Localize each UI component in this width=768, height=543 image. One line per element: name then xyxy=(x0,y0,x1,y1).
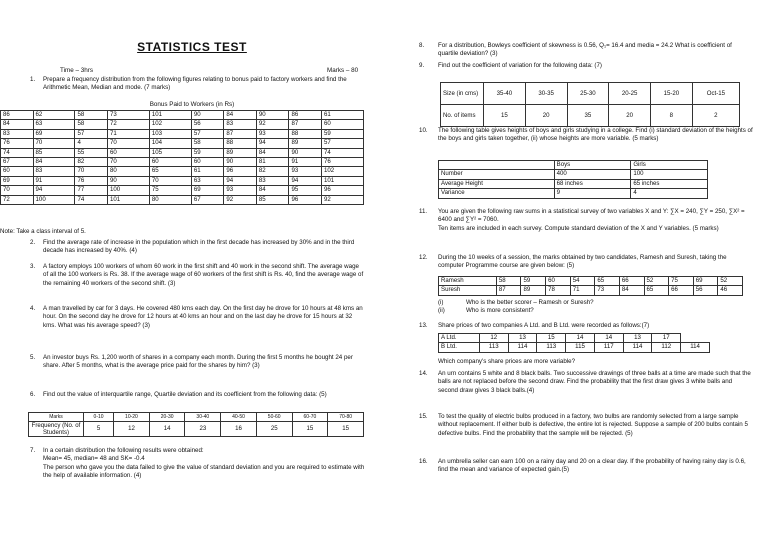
bonus-cell: 88 xyxy=(289,129,322,138)
header-cell: 15-20 xyxy=(651,83,693,105)
bonus-cell: 86 xyxy=(1,111,34,120)
bonus-cell: 58 xyxy=(191,139,224,148)
bonus-cell: 57 xyxy=(322,139,364,148)
table-header-row xyxy=(439,161,708,170)
bonus-cell: 58 xyxy=(75,120,108,129)
value-cell: 75 xyxy=(669,277,694,286)
bonus-cell: 96 xyxy=(289,195,322,204)
bonus-cell: 93 xyxy=(256,129,289,138)
value-cell: 113 xyxy=(479,343,508,352)
question-13: 13. Share prices of two companies A Ltd. and B Ltd. were recorded as follows:(7) xyxy=(419,322,650,329)
header-cell: Marks xyxy=(29,413,84,422)
value-cell: 15 xyxy=(292,422,328,437)
bonus-row xyxy=(1,111,364,120)
bonus-table-caption: Bonus Paid to Workers (in Rs) xyxy=(149,101,235,108)
bonus-cell: 74 xyxy=(75,195,108,204)
share-prices-table xyxy=(438,333,710,353)
bonus-cell: 102 xyxy=(149,120,191,129)
bonus-cell: 74 xyxy=(322,148,364,157)
value-cell: 13 xyxy=(508,334,537,343)
company-cell: A Ltd. xyxy=(439,334,480,343)
bonus-cell: 80 xyxy=(149,195,191,204)
bonus-cell: 70 xyxy=(75,167,108,176)
bonus-table xyxy=(0,110,364,205)
value-cell: 15 xyxy=(328,422,364,437)
bonus-cell: 83 xyxy=(256,176,289,185)
bonus-cell: 76 xyxy=(1,139,34,148)
bonus-cell: 72 xyxy=(108,120,150,129)
row-label-cell: Frequency (No. of Students) xyxy=(29,422,84,437)
value-cell: 56 xyxy=(693,286,718,295)
size-table xyxy=(440,82,740,127)
bonus-cell: 60 xyxy=(1,167,34,176)
question-7: 7. In a certain distribution the following results were obtained: Mean= 45, median= 48 and SK= -0.4 The person who gave you the data failed to give the value of standard deviation and you are required to estimate with the help of available information. (4) xyxy=(30,447,365,480)
header-cell xyxy=(439,161,555,170)
value-cell: 25 xyxy=(256,422,292,437)
bonus-cell: 74 xyxy=(1,148,34,157)
value-cell: 78 xyxy=(546,286,571,295)
bonus-cell: 103 xyxy=(149,129,191,138)
bonus-cell: 100 xyxy=(33,195,75,204)
value-cell: 35 xyxy=(567,105,609,127)
bonus-cell: 70 xyxy=(149,176,191,185)
header-cell: 20-25 xyxy=(609,83,651,105)
bonus-cell: 93 xyxy=(289,167,322,176)
bonus-cell: 76 xyxy=(75,176,108,185)
bonus-cell: 101 xyxy=(322,176,364,185)
header-cell: 50-60 xyxy=(256,413,292,422)
bonus-row xyxy=(1,129,364,138)
candidate-cell: Ramesh xyxy=(439,277,497,286)
value-cell: 114 xyxy=(623,343,652,352)
value-cell: 65 xyxy=(595,277,620,286)
bonus-cell: 84 xyxy=(224,111,257,120)
bonus-cell: 77 xyxy=(75,186,108,195)
bonus-cell: 73 xyxy=(108,111,150,120)
value-cell: 14 xyxy=(566,334,595,343)
value-cell: 58 xyxy=(496,277,521,286)
bonus-cell: 75 xyxy=(149,186,191,195)
bonus-cell: 91 xyxy=(33,176,75,185)
bonus-cell: 95 xyxy=(289,186,322,195)
question-12: 12. During the 10 weeks of a session, the marks obtained by two candidates, Ramesh and Suresh, taking the computer Programme course are given below: (5) xyxy=(419,254,727,270)
header-cell: Girls xyxy=(631,161,708,170)
value-cell: 52 xyxy=(644,277,669,286)
bonus-cell: 84 xyxy=(256,186,289,195)
table-header-row xyxy=(29,413,364,422)
bonus-cell: 90 xyxy=(108,176,150,185)
bonus-cell: 70 xyxy=(1,186,34,195)
question-1: 1. Prepare a frequency distribution from the following figures relating to bonus paid to factory workers and find the Arithmetic Mean, Median and mode. (7 marks) xyxy=(30,76,365,93)
bonus-cell: 61 xyxy=(191,167,224,176)
value-cell: Variance xyxy=(439,189,555,198)
bonus-cell: 89 xyxy=(224,148,257,157)
bonus-cell: 58 xyxy=(75,111,108,120)
header-cell: 10-20 xyxy=(114,413,150,422)
table-row xyxy=(439,179,708,188)
value-cell: 54 xyxy=(570,277,595,286)
value-cell: Average Height xyxy=(439,179,555,188)
bonus-cell: 94 xyxy=(256,139,289,148)
bonus-cell: 70 xyxy=(108,139,150,148)
bonus-cell: 72 xyxy=(1,195,34,204)
bonus-cell: 59 xyxy=(322,129,364,138)
value-cell: 71 xyxy=(570,286,595,295)
value-cell: 112 xyxy=(652,343,681,352)
value-cell: 15 xyxy=(537,334,566,343)
table-row xyxy=(439,343,710,352)
bonus-cell: 69 xyxy=(33,129,75,138)
bonus-cell: 96 xyxy=(224,167,257,176)
bonus-cell: 104 xyxy=(149,139,191,148)
bonus-cell: 70 xyxy=(33,139,75,148)
bonus-cell: 62 xyxy=(33,111,75,120)
value-cell: 20 xyxy=(609,105,651,127)
bonus-cell: 82 xyxy=(256,167,289,176)
bonus-cell: 81 xyxy=(256,158,289,167)
bonus-cell: 70 xyxy=(108,158,150,167)
value-cell: 66 xyxy=(619,277,644,286)
bonus-cell: 96 xyxy=(322,186,364,195)
bonus-cell: 71 xyxy=(108,129,150,138)
bonus-cell: 84 xyxy=(1,120,34,129)
value-cell: 400 xyxy=(554,170,631,179)
bonus-cell: 60 xyxy=(322,120,364,129)
bonus-row xyxy=(1,195,364,204)
question-8: 8. For a distribution, Bowleys coefficient of skewness is 0.56, Q₁= 16.4 and media = 24.2 What is coefficient of quartile deviation? (3) xyxy=(419,42,732,58)
bonus-cell: 80 xyxy=(108,167,150,176)
time-label: Time – 3hrs xyxy=(60,67,94,74)
header-cell: Size (in cms) xyxy=(441,83,484,105)
header-cell: Boys xyxy=(554,161,631,170)
bonus-cell: 102 xyxy=(322,167,364,176)
bonus-cell: 61 xyxy=(322,111,364,120)
bonus-cell: 94 xyxy=(33,186,75,195)
bonus-cell: 69 xyxy=(1,176,34,185)
bonus-cell: 83 xyxy=(33,167,75,176)
value-cell: 46 xyxy=(718,286,743,295)
marks-table xyxy=(438,276,743,296)
question-6: 6. Find out the value of interquartile range, Quartile deviation and its coefficient from the following data: (5) xyxy=(30,391,327,398)
table-row xyxy=(29,422,364,437)
bonus-cell: 57 xyxy=(75,129,108,138)
bonus-cell: 87 xyxy=(289,120,322,129)
value-cell: Number xyxy=(439,170,555,179)
value-cell: 15 xyxy=(484,105,526,127)
bonus-cell: 88 xyxy=(224,139,257,148)
note: Note: Take a class interval of 5. xyxy=(0,228,86,235)
value-cell: 68 inches xyxy=(554,179,631,188)
value-cell: 5 xyxy=(84,422,114,437)
bonus-cell: 92 xyxy=(224,195,257,204)
value-cell: 52 xyxy=(718,277,743,286)
value-cell: 9 xyxy=(554,189,631,198)
bonus-cell: 90 xyxy=(256,111,289,120)
value-cell: 66 xyxy=(669,286,694,295)
table-row xyxy=(439,277,743,286)
value-cell: 65 inches xyxy=(631,179,708,188)
bonus-cell: 85 xyxy=(33,148,75,157)
bonus-cell: 63 xyxy=(191,176,224,185)
question-11: 11. You are given the following raw sums in a statistical survey of two variables X and Y: ∑X = 240, ∑Y = 250, ∑X² = 6400 and ∑Y² = 7060. Ten items are included in each survey. Compute standard deviation of the X and Y variables. (5 marks) xyxy=(419,208,745,232)
bonus-row xyxy=(1,186,364,195)
question-5: 5. An investor buys Rs. 1,200 worth of shares in a company each month. During the first 5 months he bought 24 per share. After 5 months, what is the average price paid for the shares by him? (3) xyxy=(30,354,353,370)
bonus-cell: 60 xyxy=(191,158,224,167)
page-title: STATISTICS TEST xyxy=(137,40,247,54)
bonus-cell: 90 xyxy=(289,148,322,157)
value-cell: 20 xyxy=(525,105,567,127)
value-cell: 84 xyxy=(619,286,644,295)
bonus-cell: 89 xyxy=(289,139,322,148)
bonus-cell: 94 xyxy=(224,176,257,185)
value-cell: 115 xyxy=(566,343,595,352)
bonus-cell: 69 xyxy=(191,186,224,195)
value-cell: 16 xyxy=(221,422,257,437)
bonus-cell: 93 xyxy=(224,186,257,195)
bonus-cell: 76 xyxy=(322,158,364,167)
bonus-row xyxy=(1,176,364,185)
bonus-cell: 84 xyxy=(33,158,75,167)
candidate-cell: Suresh xyxy=(439,286,497,295)
value-cell: No. of items xyxy=(441,105,484,127)
header-cell: 25-30 xyxy=(567,83,609,105)
bonus-cell: 86 xyxy=(289,111,322,120)
bonus-cell: 63 xyxy=(33,120,75,129)
value-cell: 113 xyxy=(537,343,566,352)
question-15: 15. To test the quality of electric bulbs produced in a factory, two bulbs are randomly selected from a large sample without replacement. If either bulb is defective, the entire lot is rejected. Suppose a sample of 200 bulbs contain 5 defective bulbs. Find the probability that the sample will be rejected. (5) xyxy=(419,413,748,437)
value-cell: 17 xyxy=(652,334,681,343)
bonus-cell: 92 xyxy=(322,195,364,204)
value-cell: 59 xyxy=(521,277,546,286)
bonus-cell: 60 xyxy=(108,148,150,157)
question-9: 9. Find out the coefficient of variation for the following data: (7) xyxy=(419,62,602,69)
question-2: 2. Find the average rate of increase in the population which in the first decade has increased by 30% and in the third decade has increased by 40%. (4) xyxy=(30,239,355,255)
bonus-cell: 101 xyxy=(149,111,191,120)
bonus-cell: 56 xyxy=(191,120,224,129)
value-cell: 100 xyxy=(631,170,708,179)
header-cell: 60-70 xyxy=(292,413,328,422)
question-13-followup: Which company's share prices are more variable? xyxy=(438,358,576,365)
value-cell: 12 xyxy=(479,334,508,343)
value-cell: 8 xyxy=(651,105,693,127)
value-cell: 60 xyxy=(546,277,571,286)
bonus-cell: 82 xyxy=(75,158,108,167)
bonus-row xyxy=(1,158,364,167)
value-cell: 114 xyxy=(508,343,537,352)
bonus-cell: 91 xyxy=(289,158,322,167)
question-10: 10. The following table gives heights of boys and girls studying in a college. Find (i) standard deviation of the heights of the boys and girls taken together, (ii) whose heights are more variable. (5 marks) xyxy=(419,127,753,143)
bonus-cell: 65 xyxy=(149,167,191,176)
question-3: 3. A factory employs 100 workers of whom 60 work in the first shift and 40 work in the second shift. The average wage of all the 100 workers is Rs. 38. If the average wage of 60 workers of the first shift is Rs. 40, find the average wage of the remaining 40 workers of the second shift. (3) xyxy=(30,263,364,287)
value-cell: 23 xyxy=(185,422,221,437)
bonus-cell: 84 xyxy=(256,148,289,157)
bonus-row xyxy=(1,167,364,176)
value-cell: 87 xyxy=(496,286,521,295)
value-cell: 12 xyxy=(114,422,150,437)
question-14: 14. An urn contains 5 white and 8 black balls. Two successive drawings of three balls at a time are made such that the balls are not replaced before the second draw. Find the probability that the first draw gives 3 white balls and second draw gives 3 black balls.(4) xyxy=(419,370,751,394)
bonus-cell: 83 xyxy=(1,129,34,138)
question-1-text: Prepare a frequency distribution from the following figures relating to bonus paid to factory workers and find the Arithmetic Mean, Median and mode. (7 marks) xyxy=(43,76,347,92)
bonus-cell: 67 xyxy=(191,195,224,204)
header-cell: 30-35 xyxy=(525,83,567,105)
question-16: 16. An umbrella seller can earn 100 on a rainy day and 20 on a clear day. If the probability of having rainy day is 0.6, find the mean and variance of expected gain.(5) xyxy=(419,458,746,474)
value-cell: 13 xyxy=(623,334,652,343)
table-header-row xyxy=(441,83,740,105)
header-cell: 20-30 xyxy=(149,413,185,422)
bonus-cell: 57 xyxy=(191,129,224,138)
table-row xyxy=(439,334,710,343)
value-cell: 69 xyxy=(693,277,718,286)
value-cell: 14 xyxy=(149,422,185,437)
company-cell: B Ltd. xyxy=(439,343,480,352)
bonus-cell: 59 xyxy=(191,148,224,157)
bonus-cell: 105 xyxy=(149,148,191,157)
bonus-cell: 90 xyxy=(224,158,257,167)
bonus-row xyxy=(1,139,364,148)
quartile-table xyxy=(28,412,364,437)
header-cell: 70-80 xyxy=(328,413,364,422)
table-row xyxy=(439,286,743,295)
question-12-sub: (i) Who is the better scorer – Ramesh or Suresh? (ii) Who is more consistent? xyxy=(438,299,594,315)
header-cell: 30-40 xyxy=(185,413,221,422)
header-cell: 40-50 xyxy=(221,413,257,422)
value-cell: 117 xyxy=(594,343,623,352)
bonus-cell: 67 xyxy=(1,158,34,167)
value-cell: 14 xyxy=(594,334,623,343)
bonus-cell: 60 xyxy=(149,158,191,167)
bonus-cell: 92 xyxy=(256,120,289,129)
value-cell: 2 xyxy=(692,105,739,127)
value-cell: 73 xyxy=(595,286,620,295)
bonus-cell: 90 xyxy=(191,111,224,120)
header-cell: 35-40 xyxy=(484,83,526,105)
value-cell: 4 xyxy=(631,189,708,198)
bonus-cell: 83 xyxy=(224,120,257,129)
header-cell: Oct-15 xyxy=(692,83,739,105)
marks-label: Marks – 80 xyxy=(327,67,359,74)
value-cell: 65 xyxy=(644,286,669,295)
bonus-row xyxy=(1,120,364,129)
bonus-cell: 94 xyxy=(289,176,322,185)
table-row xyxy=(439,170,708,179)
bonus-cell: 55 xyxy=(75,148,108,157)
header-cell: 0-10 xyxy=(84,413,114,422)
value-cell: 114 xyxy=(681,343,710,352)
table-row xyxy=(439,189,708,198)
bonus-row xyxy=(1,148,364,157)
bonus-cell: 100 xyxy=(108,186,150,195)
value-cell: 89 xyxy=(521,286,546,295)
table-row xyxy=(441,105,740,127)
question-4: 4. A man travelled by car for 3 days. He covered 480 kms each day. On the first day he drove for 10 hours at 48 kms an hour. On the second day he drove for 12 hours at 40 kms an hour and on the last day he drove for 15 hours at 32 kms. What was his average speed? (3) xyxy=(30,305,363,329)
bonus-cell: 85 xyxy=(256,195,289,204)
bonus-cell: 87 xyxy=(224,129,257,138)
bonus-cell: 101 xyxy=(108,195,150,204)
heights-table xyxy=(438,160,708,199)
bonus-cell: 4 xyxy=(75,139,108,148)
